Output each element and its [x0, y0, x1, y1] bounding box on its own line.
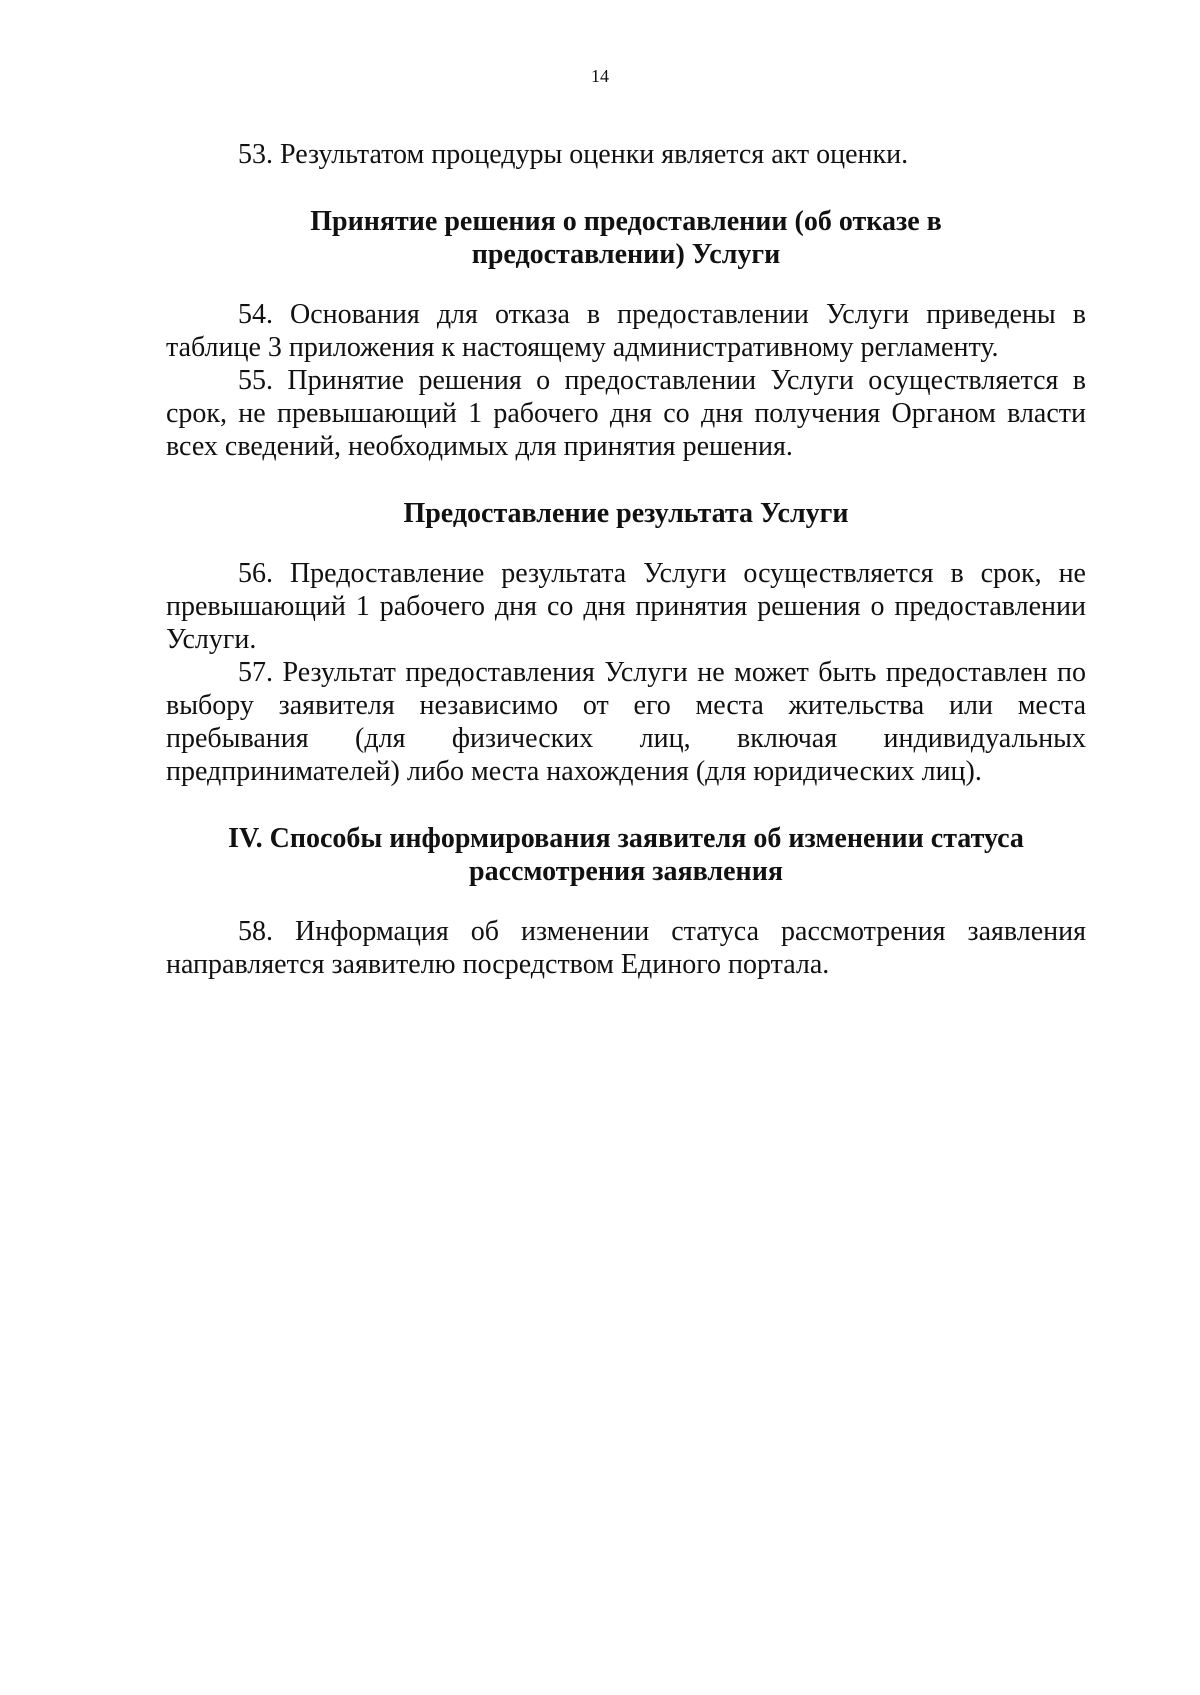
section-heading-decision: Принятие решения о предоставлении (об отказе в предоставлении) Услуги	[310, 206, 942, 270]
page-number: 14	[591, 66, 609, 86]
paragraph-53: 53. Результатом процедуры оценки является акт оценки.	[238, 139, 909, 170]
section-heading-result: Предоставление результата Услуги	[403, 498, 849, 529]
paragraph-58: 58. Информация об изменении статуса рассмотрения заявления направляется заявителю посредством Единого портала.	[166, 916, 1086, 980]
document-body	[166, 138, 1086, 981]
paragraph-54: 54. Основания для отказа в предоставлении Услуги приведены в таблице 3 приложения к настоящему административному регламенту.	[166, 299, 1086, 363]
paragraph-56: 56. Предоставление результата Услуги осуществляется в срок, не превышающий 1 рабочего дня со дня принятия решения о предоставлении Услуги.	[166, 558, 1086, 655]
section-heading-iv-line1: IV. Способы информирования заявителя об изменении статуса	[228, 823, 1024, 854]
paragraph-57: 57. Результат предоставления Услуги не может быть предоставлен по выбору заявителя независимо от его места жительства или места пребывания (для физических лиц, включая индивидуальных предпринимателей) либо места нахождения (для юридических лиц).	[166, 657, 1086, 787]
paragraph-55: 55. Принятие решения о предоставлении Услуги осуществляется в срок, не превышающий 1 рабочего дня со дня получения Органом власти всех сведений, необходимых для принятия решения.	[166, 365, 1086, 462]
section-heading-iv-line2: рассмотрения заявления	[469, 856, 783, 887]
section-heading-iv	[166, 822, 1086, 888]
